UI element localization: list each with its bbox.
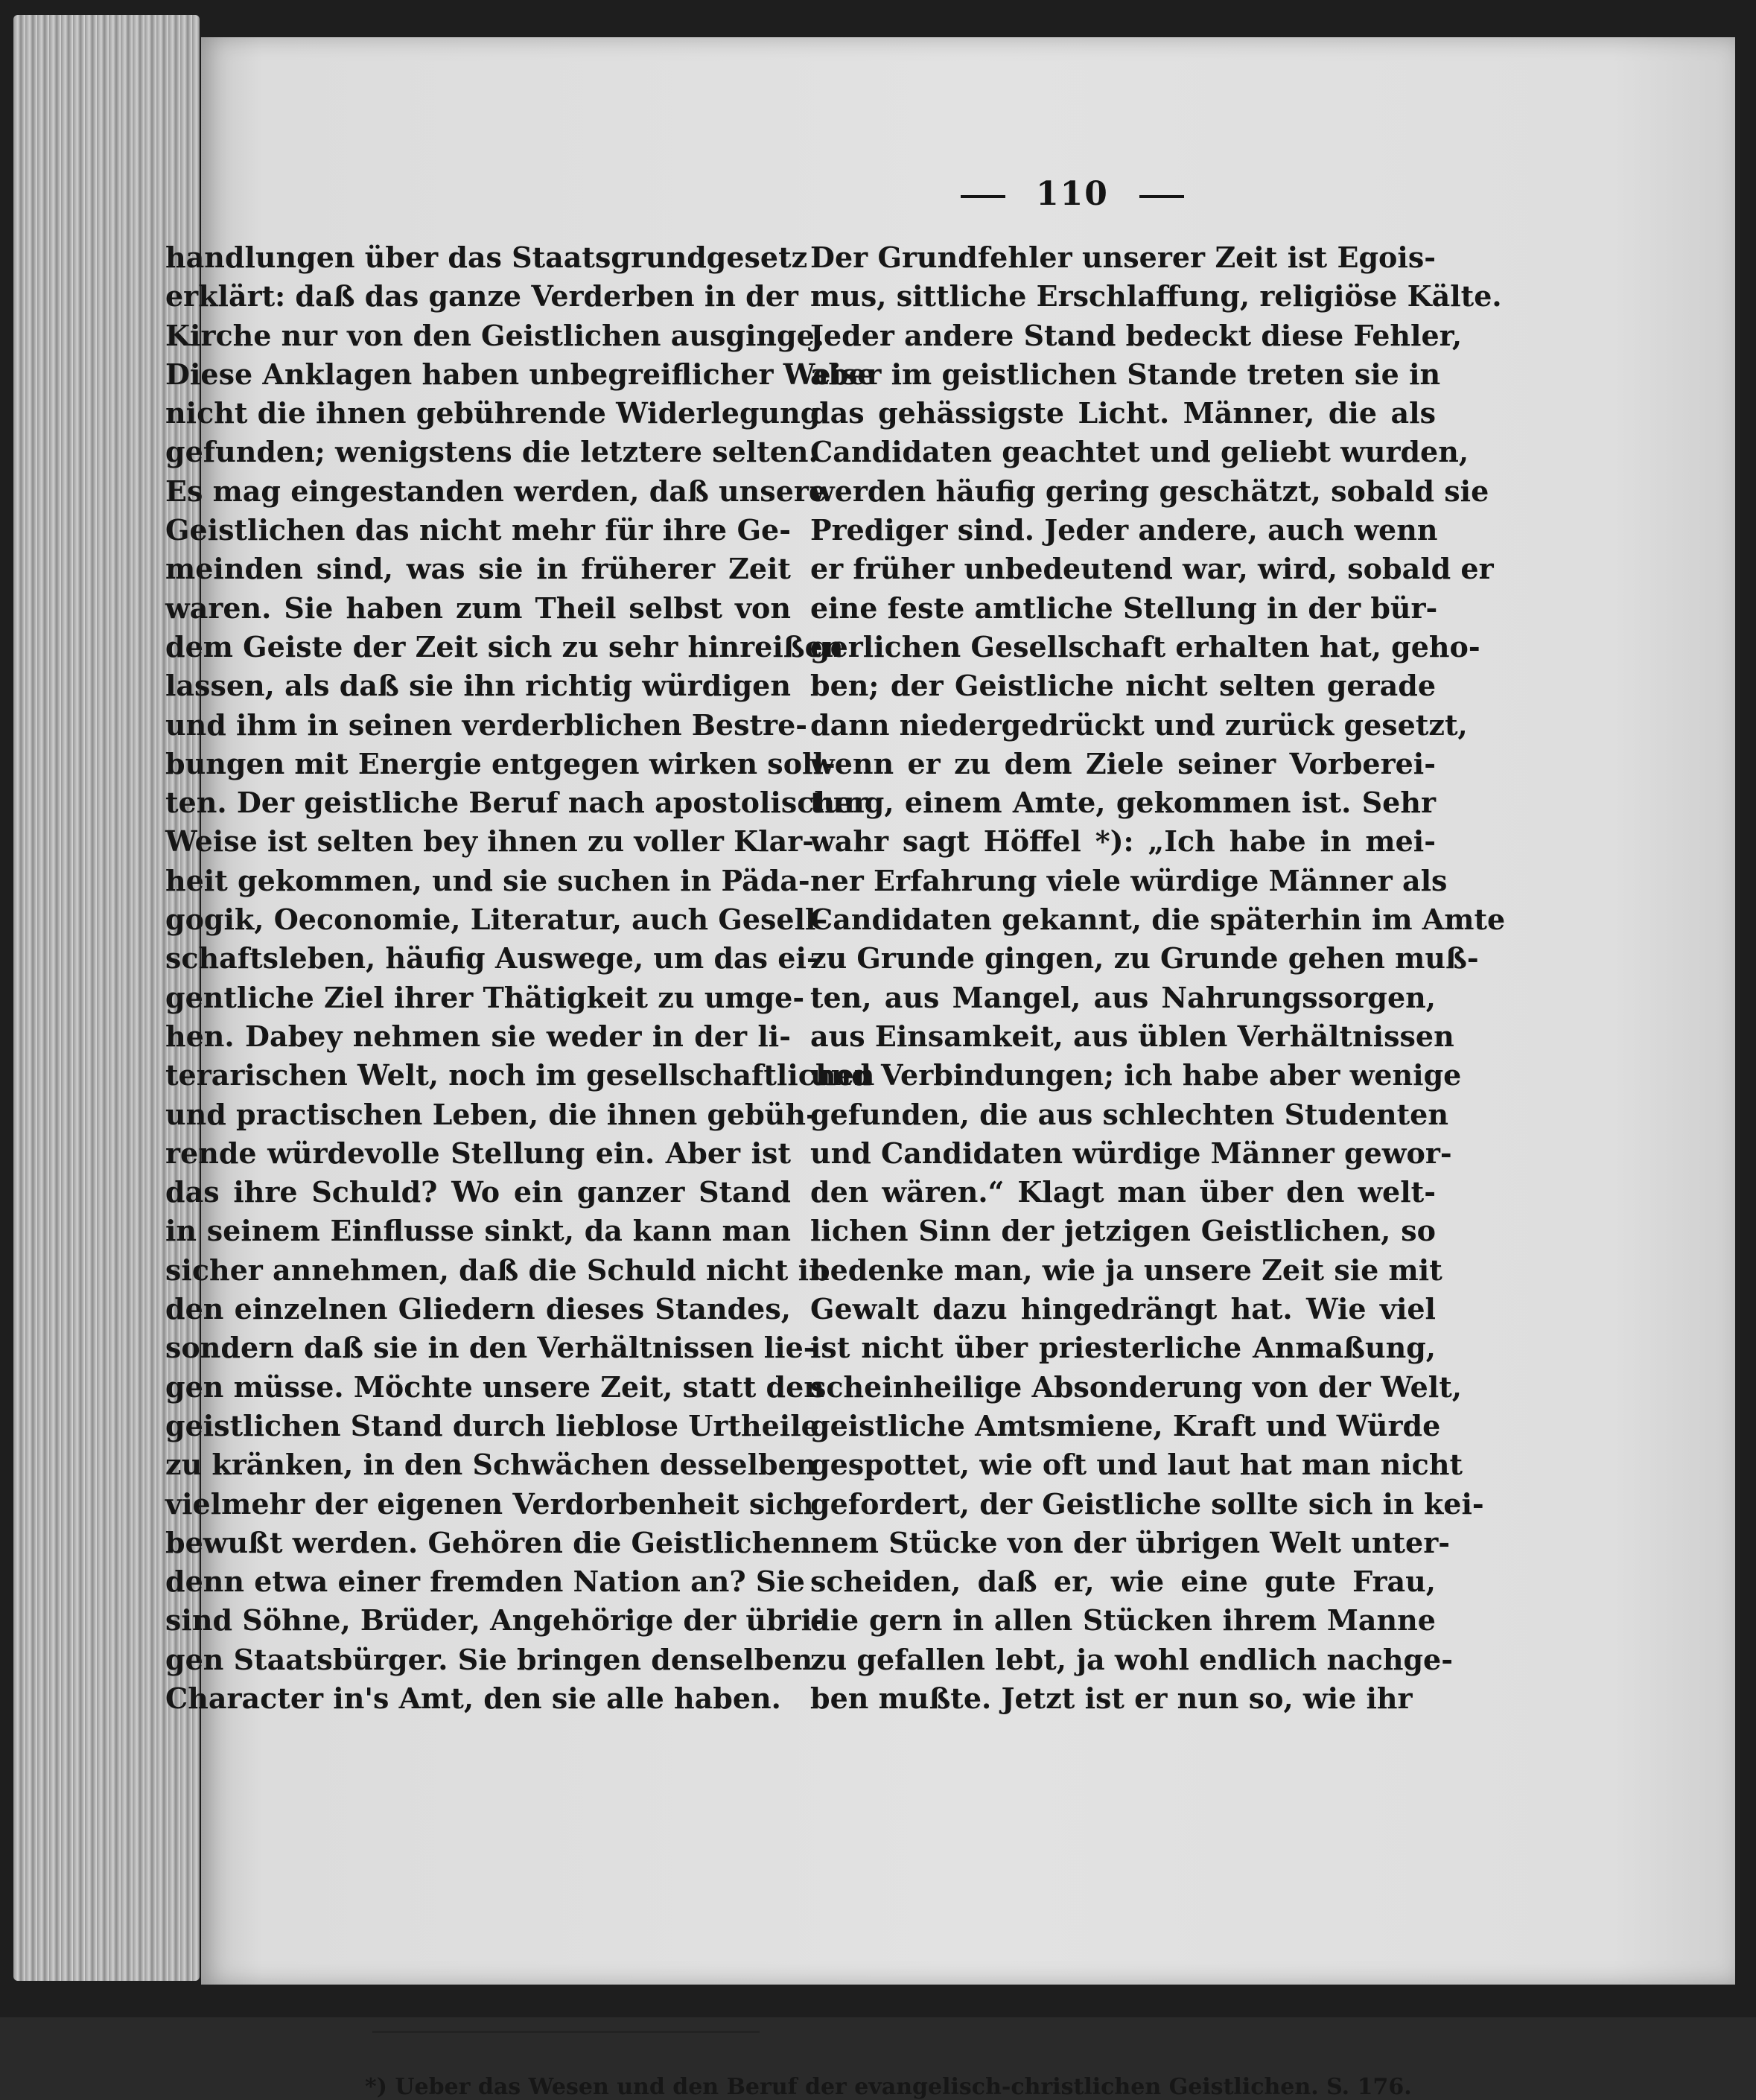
text-line: bungen mit Energie entgegen wirken soll- xyxy=(165,746,836,780)
text-line: gerlichen Gesellschaft erhalten hat, geho- xyxy=(810,629,1480,664)
text-line: sicher annehmen, daß die Schuld nicht in xyxy=(165,1253,830,1287)
text-line: schaftsleben, häufig Auswege, um das ei- xyxy=(165,941,818,976)
text-line: den wären.“ Klagt man über den welt- xyxy=(810,1175,1436,1209)
text-line: ist nicht über priesterliche Anmaßung, xyxy=(810,1331,1436,1365)
text-line: scheinheilige Absonderung von der Welt, xyxy=(810,1369,1462,1404)
text-line: und Verbindungen; ich habe aber wenige xyxy=(810,1058,1462,1092)
text-line: terarischen Welt, noch im gesellschaftlichen xyxy=(165,1058,875,1092)
header-dash-right xyxy=(1139,195,1184,198)
text-line: die gern in allen Stücken ihrem Manne xyxy=(810,1603,1436,1638)
header-dash-left xyxy=(961,195,1005,198)
text-line: und Candidaten würdige Männer gewor- xyxy=(810,1136,1452,1170)
text-line: mus, sittliche Erschlaffung, religiöse Kälte. xyxy=(810,279,1502,314)
text-line: hen. Dabey nehmen sie weder in der li- xyxy=(165,1019,791,1053)
text-line: heit gekommen, und sie suchen in Päda- xyxy=(165,863,810,897)
text-line: Jeder andere Stand bedeckt diese Fehler, xyxy=(810,318,1463,352)
text-line: sondern daß sie in den Verhältnissen lie- xyxy=(165,1331,815,1365)
text-line: tung, einem Amte, gekommen ist. Sehr xyxy=(810,786,1436,820)
text-line: Prediger sind. Jeder andere, auch wenn xyxy=(810,513,1438,547)
text-line: gen Staatsbürger. Sie bringen denselben xyxy=(165,1642,813,1676)
text-line: Candidaten gekannt, die späterhin im Amte xyxy=(810,903,1506,937)
text-line: dem Geiste der Zeit sich zu sehr hinreißen xyxy=(165,629,844,664)
text-line: ben mußte. Jetzt ist er nun so, wie ihr xyxy=(810,1681,1413,1715)
text-line: er früher unbedeutend war, wird, sobald er xyxy=(810,552,1494,586)
page-number: 110 xyxy=(1036,175,1109,213)
text-line: gen müsse. Möchte unsere Zeit, statt den xyxy=(165,1369,824,1404)
text-line: bedenke man, wie ja unsere Zeit sie mit xyxy=(810,1253,1442,1287)
text-line: ben; der Geistliche nicht selten gerade xyxy=(810,669,1436,703)
text-line: dann niedergedrückt und zurück gesetzt, xyxy=(810,707,1468,742)
text-line: vielmehr der eigenen Verdorbenheit sich xyxy=(165,1486,814,1521)
text-line: ten, aus Mangel, aus Nahrungssorgen, xyxy=(810,980,1436,1014)
text-line: aber im geistlichen Stande treten sie in xyxy=(810,357,1441,391)
text-line: gentliche Ziel ihrer Thätigkeit zu umge- xyxy=(165,980,805,1014)
text-line: zu Grunde gingen, zu Grunde gehen muß- xyxy=(810,941,1479,976)
text-line: gefunden, die aus schlechten Studenten xyxy=(810,1097,1448,1131)
text-line: ner Erfahrung viele würdige Männer als xyxy=(810,863,1448,897)
text-line: geistliche Amtsmiene, Kraft und Würde xyxy=(810,1408,1441,1442)
text-line: waren. Sie haben zum Theil selbst von xyxy=(165,591,791,625)
text-line: gespottet, wie oft und laut hat man nicht xyxy=(810,1448,1463,1482)
text-line: werden häufig gering geschätzt, sobald sie xyxy=(810,474,1489,508)
text-line: zu gefallen lebt, ja wohl endlich nachge- xyxy=(810,1642,1453,1676)
left-text-column xyxy=(165,238,876,1718)
text-line: Character in's Amt, den sie alle haben. xyxy=(165,1681,781,1715)
text-line: und practischen Leben, die ihnen gebüh- xyxy=(165,1097,818,1131)
text-line: geistlichen Stand durch lieblose Urtheile xyxy=(165,1408,819,1442)
text-line: das gehässigste Licht. Männer, die als xyxy=(810,396,1436,430)
footnote-rule xyxy=(372,2031,760,2033)
text-line: gefunden; wenigstens die letztere selten. xyxy=(165,435,818,469)
text-line: aus Einsamkeit, aus üblen Verhältnissen xyxy=(810,1019,1454,1053)
text-line: nicht die ihnen gebührende Widerlegung xyxy=(165,396,821,430)
page-header xyxy=(201,175,1735,213)
text-line: gefordert, der Geistliche sollte sich in kei- xyxy=(810,1486,1484,1521)
text-line: bewußt werden. Gehören die Geistlichen xyxy=(165,1525,812,1559)
text-line: lassen, als daß sie ihn richtig würdigen xyxy=(165,669,791,703)
text-line: Es mag eingestanden werden, daß unsere xyxy=(165,474,827,508)
text-line: wenn er zu dem Ziele seiner Vorberei- xyxy=(810,746,1436,780)
text-line: rende würdevolle Stellung ein. Aber ist xyxy=(165,1136,791,1170)
text-line: wahr sagt Höffel *): „Ich habe in mei- xyxy=(810,824,1436,859)
text-line: meinden sind, was sie in früherer Zeit xyxy=(165,552,791,586)
text-line: denn etwa einer fremden Nation an? Sie xyxy=(165,1565,805,1599)
text-line: in seinem Einflusse sinkt, da kann man xyxy=(165,1214,791,1248)
text-line: Candidaten geachtet und geliebt wurden, xyxy=(810,435,1469,469)
text-line: Kirche nur von den Geistlichen ausginge. xyxy=(165,318,824,352)
text-line: Der Grundfehler unserer Zeit ist Egois- xyxy=(810,241,1436,274)
text-line: handlungen über das Staatsgrundgesetz xyxy=(165,241,808,274)
text-line: Weise ist selten bey ihnen zu voller Klar- xyxy=(165,824,815,859)
text-line: das ihre Schuld? Wo ein ganzer Stand xyxy=(165,1175,791,1209)
text-line: den einzelnen Gliedern dieses Standes, xyxy=(165,1292,791,1326)
text-line: sind Söhne, Brüder, Angehörige der übri- xyxy=(165,1603,824,1638)
text-line: ten. Der geistliche Beruf nach apostolischer xyxy=(165,786,868,820)
right-text-column xyxy=(810,238,1506,1718)
footnote: *) Ueber das Wesen und den Beruf der evangelisch-christlichen Geistlichen. S. 176. xyxy=(365,2074,1412,2100)
text-line: nem Stücke von der übrigen Welt unter- xyxy=(810,1525,1451,1559)
text-line: lichen Sinn der jetzigen Geistlichen, so xyxy=(810,1214,1436,1248)
text-line: gogik, Oeconomie, Literatur, auch Gesell- xyxy=(165,903,828,937)
text-line: zu kränken, in den Schwächen desselben xyxy=(165,1448,817,1482)
text-line: scheiden, daß er, wie eine gute Frau, xyxy=(810,1565,1436,1599)
text-line: Diese Anklagen haben unbegreiflicher Weise xyxy=(165,357,876,391)
text-line: Geistlichen das nicht mehr für ihre Ge- xyxy=(165,513,791,547)
text-line: erklärt: daß das ganze Verderben in der xyxy=(165,279,798,314)
text-line: und ihm in seinen verderblichen Bestre- xyxy=(165,707,808,742)
text-line: eine feste amtliche Stellung in der bür- xyxy=(810,591,1438,625)
text-line: Gewalt dazu hingedrängt hat. Wie viel xyxy=(810,1292,1436,1326)
